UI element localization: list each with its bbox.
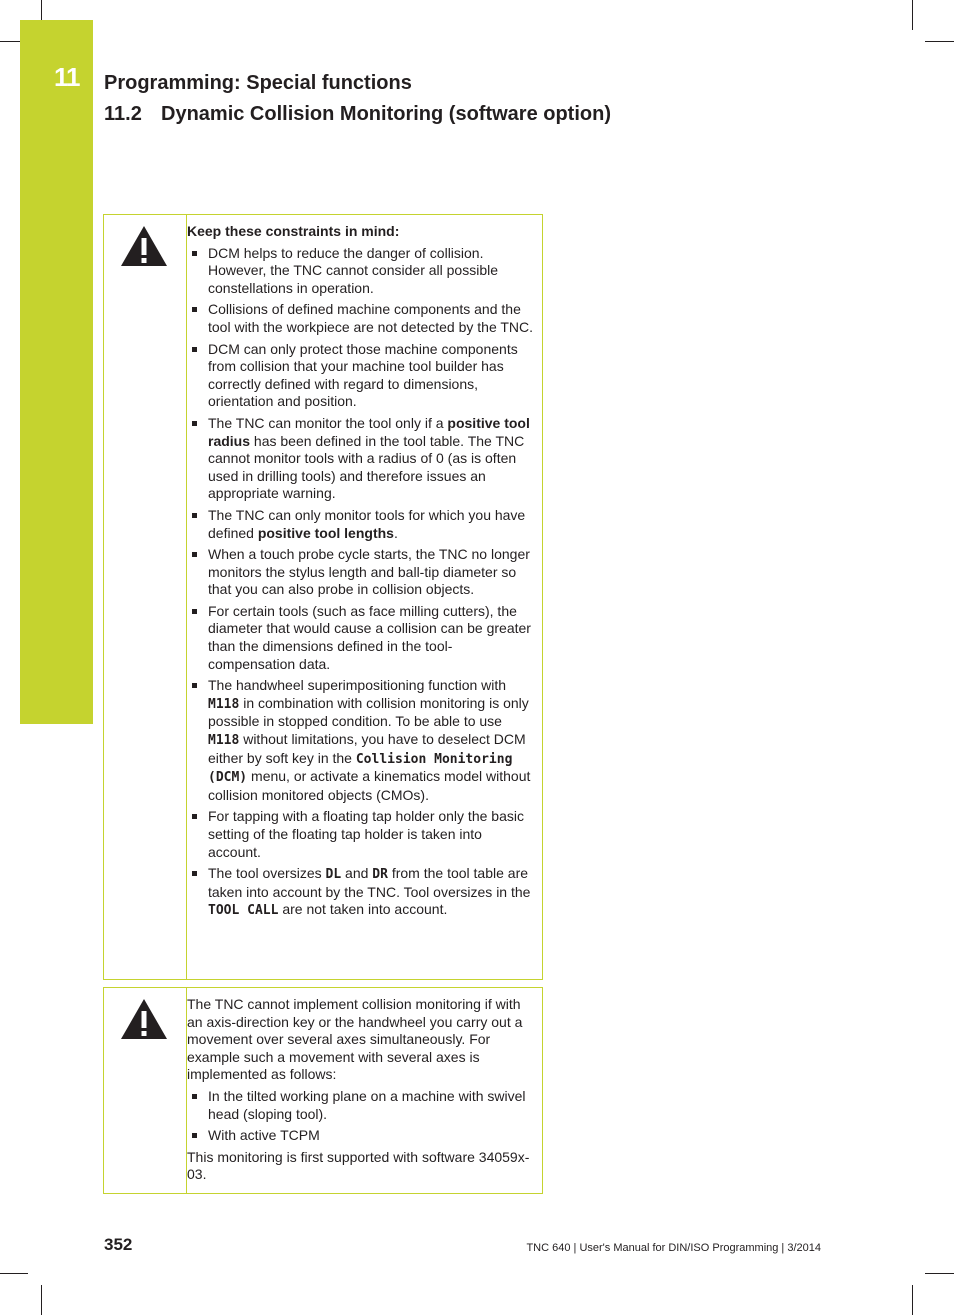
bullet-icon bbox=[192, 683, 197, 688]
list-item-text: has been defined in the tool table. The TNC cannot monitor tools with a radius of 0 (as is often used in drilling tools) and therefore issues an appropriate warning. bbox=[208, 432, 525, 502]
list-item-text: The TNC can only monitor tools for which you have defined bbox=[208, 506, 526, 541]
bullet-icon bbox=[192, 552, 197, 557]
list-item-text: DCM can only protect those machine components from collision that your machine tool builder has correctly defined with regard to dimensions, orientation and position. bbox=[208, 340, 518, 410]
list-item bbox=[187, 808, 534, 861]
list-item-text: DR bbox=[372, 867, 388, 883]
list-item-text: positive tool lengths bbox=[257, 524, 394, 541]
page-number: 352 bbox=[104, 1235, 133, 1254]
list-item-text: For certain tools (such as face milling cutters), the diameter that would cause a collision can be greater than the dimensions defined in the tool-compensation data. bbox=[208, 602, 531, 672]
constraints-list bbox=[187, 245, 534, 920]
chapter-tab bbox=[20, 20, 93, 724]
bullet-icon bbox=[192, 1094, 197, 1099]
list-item bbox=[187, 865, 534, 920]
bullet-icon bbox=[192, 1133, 197, 1138]
list-item-text: from the tool table are taken into account by the TNC. Tool oversizes in the bbox=[208, 865, 531, 900]
section-title-text: Dynamic Collision Monitoring (software option) bbox=[161, 103, 611, 125]
bullet-icon bbox=[192, 871, 197, 876]
list-item-text: TOOL CALL bbox=[208, 903, 279, 919]
note-heading-text: Keep these constraints in mind: bbox=[187, 223, 400, 239]
list-item-text: and bbox=[341, 865, 373, 882]
bullet-icon bbox=[192, 421, 197, 426]
note-outro: This monitoring is first supported with software 34059x-03. bbox=[187, 1148, 530, 1183]
list-item-text: With active TCPM bbox=[208, 1127, 320, 1144]
collision-note bbox=[103, 987, 543, 1194]
crop-mark bbox=[912, 1285, 913, 1315]
list-item bbox=[187, 507, 534, 542]
crop-mark bbox=[41, 1285, 42, 1315]
list-item-text: DL bbox=[325, 867, 342, 883]
constraints-note-content bbox=[187, 215, 542, 934]
list-item-text: in combination with collision monitoring is only possible in stopped condition. To be able to use bbox=[208, 694, 529, 730]
list-item-text: The handwheel superimpositioning function with bbox=[208, 677, 507, 694]
list-item-text: without limitations, you have to deselect DCM either by soft key in the bbox=[208, 731, 526, 766]
list-item-text: menu, or activate a kinematics model without collision monitored objects (CMOs). bbox=[208, 768, 531, 803]
bullet-icon bbox=[192, 307, 197, 312]
crop-mark bbox=[41, 0, 42, 20]
list-item-text: Collisions of defined machine components and the tool with the workpiece are not detected by the TNC. bbox=[208, 301, 534, 335]
note-heading bbox=[187, 223, 534, 241]
bullet-icon bbox=[192, 609, 197, 614]
list-item bbox=[187, 341, 534, 411]
chapter-number: 11 bbox=[54, 62, 80, 92]
list-item-text: M118 bbox=[208, 696, 240, 712]
warning-icon bbox=[120, 998, 168, 1040]
list-item-text: For tapping with a floating tap holder only the basic setting of the floating tap holder is taken into account. bbox=[208, 808, 524, 860]
list-item-text: are not taken into account. bbox=[278, 901, 448, 918]
list-item-text: Collision Monitoring (DCM) bbox=[208, 751, 513, 786]
crop-mark bbox=[912, 0, 913, 30]
list-item bbox=[187, 301, 534, 336]
list-item bbox=[187, 603, 534, 673]
bullet-icon bbox=[192, 814, 197, 819]
list-item-text: M118 bbox=[208, 733, 240, 749]
bullet-icon bbox=[192, 251, 197, 256]
list-item-text: In the tilted working plane on a machine with swivel head (sloping tool). bbox=[208, 1087, 526, 1122]
collision-note-content bbox=[187, 988, 542, 1198]
list-item-text: The tool oversizes bbox=[208, 865, 326, 882]
bullet-icon bbox=[192, 347, 197, 352]
section-title bbox=[104, 103, 611, 126]
list-item bbox=[187, 677, 534, 804]
constraints-note bbox=[103, 214, 543, 980]
warning-icon bbox=[120, 225, 168, 267]
crop-mark bbox=[925, 41, 954, 42]
section-number: 11.2 bbox=[104, 103, 142, 125]
list-item-text: When a touch probe cycle starts, the TNC no longer monitors the stylus length and ball-tip diameter so that you can also probe in collision objects. bbox=[208, 546, 530, 598]
list-item-text: The TNC can monitor the tool only if a bbox=[208, 414, 448, 431]
list-item bbox=[187, 415, 534, 503]
list-item bbox=[187, 1088, 534, 1123]
note-intro: The TNC cannot implement collision monitoring if with an axis-direction key or the handwheel you carry out a movement over several axes simultaneously. For example such a movement with several axes is implemented as follows: bbox=[187, 996, 523, 1083]
crop-mark bbox=[925, 1273, 954, 1274]
list-item-text: DCM helps to reduce the danger of collision. However, the TNC cannot consider all possible constellations in operation. bbox=[208, 244, 499, 296]
list-item bbox=[187, 1127, 534, 1145]
crop-mark bbox=[0, 41, 20, 42]
list-item-text: positive tool radius bbox=[208, 414, 530, 449]
bullet-icon bbox=[192, 513, 197, 518]
list-item bbox=[187, 546, 534, 599]
list-item bbox=[187, 245, 534, 298]
chapter-title: Programming: Special functions bbox=[104, 72, 412, 94]
footer-text: TNC 640 | User's Manual for DIN/ISO Programming | 3/2014 bbox=[526, 1242, 821, 1254]
crop-mark bbox=[0, 1273, 28, 1274]
movement-list bbox=[187, 1088, 534, 1145]
list-item-text: . bbox=[393, 524, 398, 541]
